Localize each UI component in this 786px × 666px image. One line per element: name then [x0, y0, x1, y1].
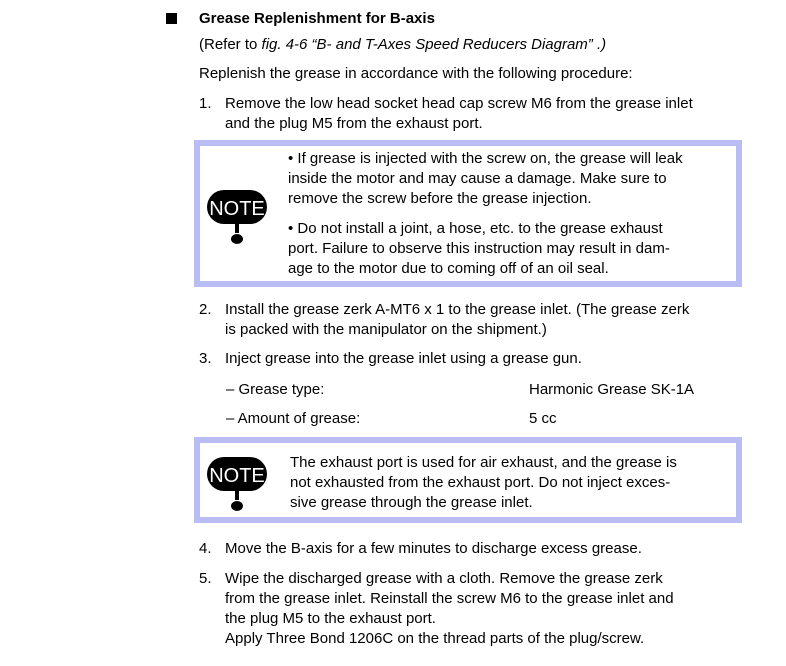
- note-icon: [206, 456, 268, 514]
- step-2-line-1: Install the grease zerk A-MT6 x 1 to the grease inlet. (The grease zerk: [225, 301, 690, 318]
- note1-item-1-line-3: remove the screw before the grease injection.: [288, 190, 592, 207]
- step-5-line-2: from the grease inlet. Reinstall the screw M6 to the grease inlet and: [225, 590, 674, 607]
- spec-value-grease-type: Harmonic Grease SK-1A: [529, 381, 695, 398]
- spec-label-amount: – Amount of grease:: [226, 410, 361, 427]
- spec-label-grease-type: – Grease type:: [226, 381, 325, 398]
- step-5-line-4: Apply Three Bond 1206C on the thread parts of the plug/screw.: [225, 630, 645, 647]
- step-3-line-1: Inject grease into the grease inlet using a grease gun.: [225, 350, 582, 367]
- step-1-line-1: Remove the low head socket head cap screw M6 from the grease inlet: [225, 95, 693, 112]
- step-number: 4.: [199, 540, 212, 557]
- svg-text:NOTE: NOTE: [209, 198, 265, 220]
- step-2-line-2: is packed with the manipulator on the shipment.): [225, 321, 547, 338]
- note1-item-2-line-1: • Do not install a joint, a hose, etc. to the grease exhaust: [288, 220, 663, 237]
- step-number: 5.: [199, 570, 212, 587]
- figure-link[interactable]: fig. 4-6: [261, 36, 308, 53]
- note-icon: [206, 189, 268, 247]
- note2-line-1: The exhaust port is used for air exhaust, and the grease is: [290, 454, 677, 471]
- note1-item-1-line-2: inside the motor and may cause a damage. Make sure to: [288, 170, 667, 187]
- note2-line-3: sive grease through the grease inlet.: [290, 494, 533, 511]
- step-number: 1.: [199, 95, 212, 112]
- section-bullet: [166, 13, 177, 24]
- note1-item-2-line-2: port. Failure to observe this instruction may result in dam-: [288, 240, 670, 257]
- note1-item-1-line-1: • If grease is injected with the screw on, the grease will leak: [288, 150, 683, 167]
- step-1-line-2: and the plug M5 from the exhaust port.: [225, 115, 483, 132]
- step-number: 2.: [199, 301, 212, 318]
- note2-line-2: not exhausted from the exhaust port. Do not inject exces-: [290, 474, 671, 491]
- intro-text: Replenish the grease in accordance with the following procedure:: [199, 65, 633, 82]
- section-heading: Grease Replenishment for B-axis: [199, 10, 435, 27]
- step-5-line-3: the plug M5 to the exhaust port.: [225, 610, 436, 627]
- spec-value-amount: 5 cc: [529, 410, 557, 427]
- step-4-line-1: Move the B-axis for a few minutes to discharge excess grease.: [225, 540, 642, 557]
- step-number: 3.: [199, 350, 212, 367]
- step-5-line-1: Wipe the discharged grease with a cloth. Remove the grease zerk: [225, 570, 663, 587]
- figure-reference: (Refer to fig. 4-6 “B- and T-Axes Speed Reducers Diagram” .): [199, 36, 607, 53]
- svg-text:NOTE: NOTE: [209, 465, 265, 487]
- note1-item-2-line-3: age to the motor due to coming off of an oil seal.: [288, 260, 609, 277]
